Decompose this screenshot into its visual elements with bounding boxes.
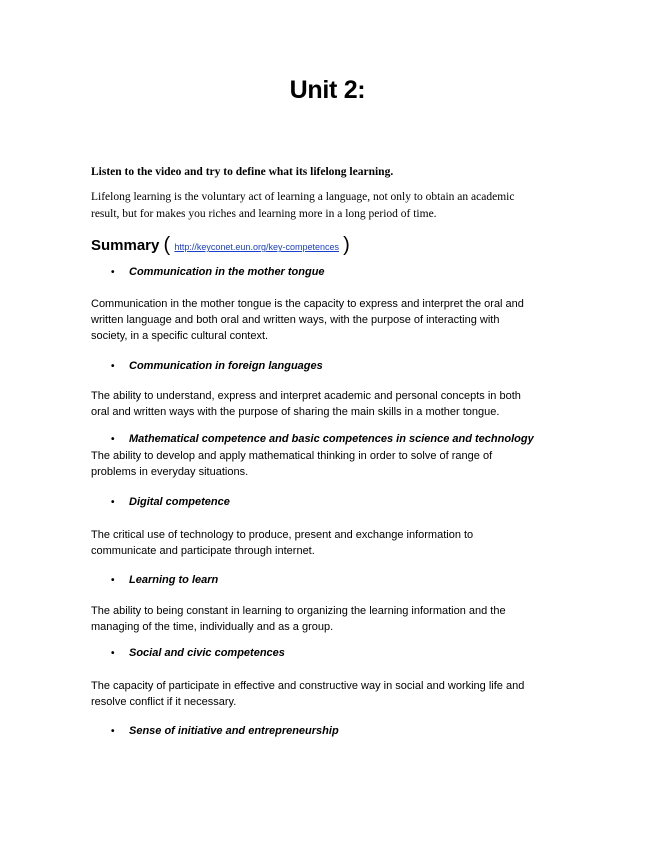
description-line: The ability to develop and apply mathematical thinking in order to solve of range of bbox=[91, 450, 493, 462]
bullet-icon: • bbox=[111, 497, 115, 508]
description-line: The critical use of technology to produce, present and exchange information to bbox=[91, 529, 474, 541]
competence-description bbox=[91, 527, 571, 559]
competence-heading bbox=[111, 647, 285, 659]
competence-title: Social and civic competences bbox=[129, 647, 285, 659]
competence-title: Digital competence bbox=[129, 496, 230, 508]
page-title: Unit 2: bbox=[289, 76, 366, 104]
definition-line: result, but for makes you riches and learning more in a long period of time. bbox=[91, 208, 437, 220]
summary-open-paren: ( bbox=[163, 234, 171, 256]
bullet-icon: • bbox=[111, 267, 115, 278]
key-competences-link[interactable]: http://keyconet.eun.org/key-competences bbox=[174, 242, 339, 252]
competence-heading bbox=[111, 266, 325, 278]
bullet-icon: • bbox=[111, 361, 115, 372]
competence-title: Sense of initiative and entrepreneurship bbox=[129, 725, 339, 737]
competence-heading bbox=[111, 725, 339, 737]
description-line: oral and written ways with the purpose of sharing the main skills in a mother tongue. bbox=[91, 406, 500, 418]
description-line: managing of the time, individually and as a group. bbox=[91, 621, 334, 633]
competence-description bbox=[91, 388, 571, 420]
description-line: society, in a specific cultural context. bbox=[91, 330, 269, 342]
competence-title: Communication in foreign languages bbox=[129, 360, 323, 372]
competence-description bbox=[91, 603, 571, 635]
description-line: problems in everyday situations. bbox=[91, 466, 249, 478]
question-heading: Listen to the video and try to define what its lifelong learning. bbox=[91, 166, 394, 178]
description-line: The ability to being constant in learning to organizing the learning information and the bbox=[91, 605, 506, 617]
bullet-icon: • bbox=[111, 726, 115, 737]
definition-line: Lifelong learning is the voluntary act of learning a language, not only to obtain an academic bbox=[91, 191, 515, 203]
competence-title: Learning to learn bbox=[129, 574, 219, 586]
bullet-icon: • bbox=[111, 434, 115, 445]
bullet-icon: • bbox=[111, 648, 115, 659]
competence-description bbox=[91, 678, 571, 710]
competence-heading bbox=[111, 574, 218, 586]
description-line: communicate and participate through internet. bbox=[91, 545, 315, 557]
summary-heading bbox=[91, 233, 350, 256]
description-line: Communication in the mother tongue is the capacity to express and interpret the oral and bbox=[91, 298, 524, 310]
competence-description bbox=[91, 448, 571, 480]
summary-close-paren: ) bbox=[343, 234, 350, 256]
summary-label: Summary bbox=[91, 237, 160, 254]
competence-title: Mathematical competence and basic competences in science and technology bbox=[129, 433, 534, 445]
competence-heading bbox=[111, 433, 534, 445]
description-line: resolve conflict if it necessary. bbox=[91, 696, 237, 708]
bullet-icon: • bbox=[111, 575, 115, 586]
description-line: The capacity of participate in effective and constructive way in social and working life and bbox=[91, 680, 525, 692]
definition-paragraph bbox=[91, 189, 581, 223]
competence-title: Communication in the mother tongue bbox=[129, 266, 325, 278]
competence-heading bbox=[111, 496, 230, 508]
description-line: The ability to understand, express and interpret academic and personal concepts in both bbox=[91, 390, 521, 402]
competence-description bbox=[91, 296, 571, 344]
competence-heading bbox=[111, 360, 323, 372]
description-line: written language and both oral and written ways, with the purpose of interacting with bbox=[91, 314, 500, 326]
